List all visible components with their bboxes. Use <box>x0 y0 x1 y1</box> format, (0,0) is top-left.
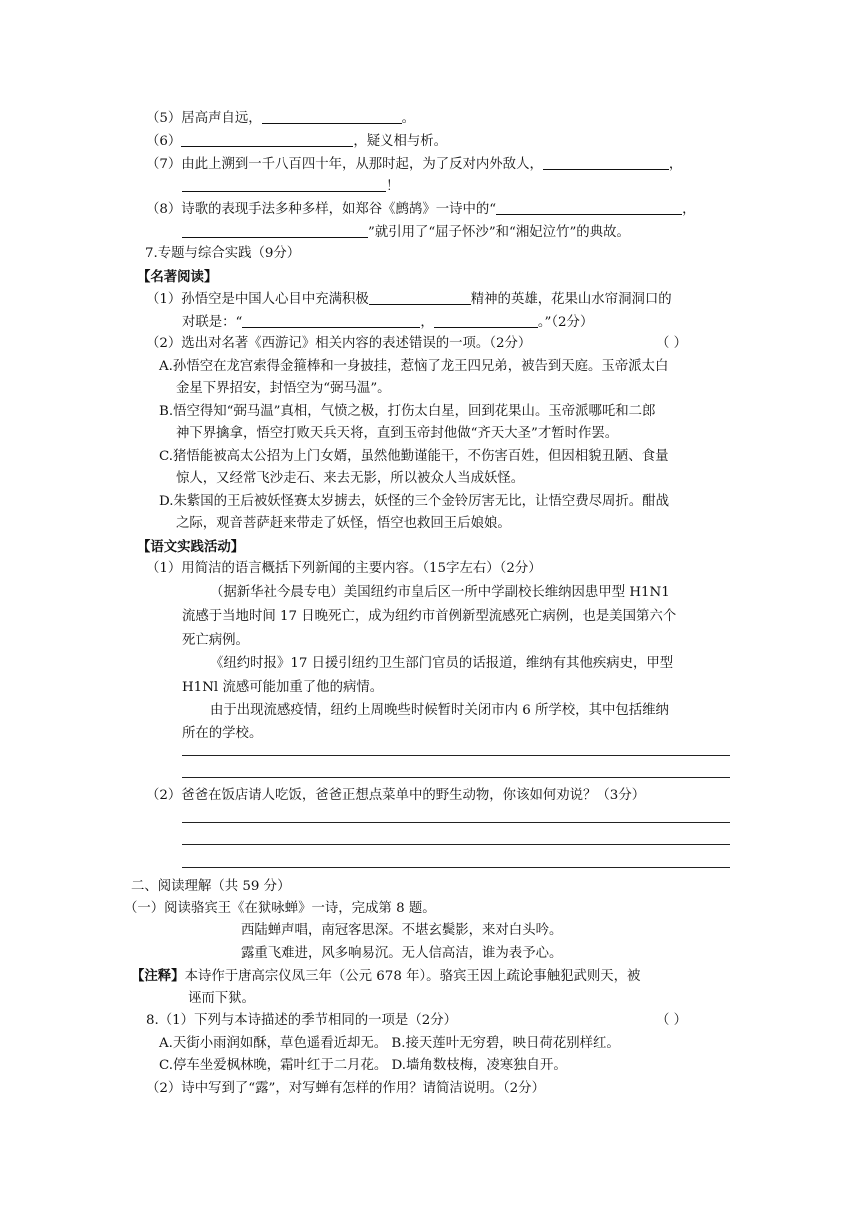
poem-line-1: 西陆蝉声唱，南冠客思深。不堪玄鬓影，来对白头吟。 <box>241 923 563 938</box>
news-paragraph-2-end: H1Nl 流感可能加重了他的病情。 <box>182 680 384 695</box>
answer-blank[interactable] <box>369 290 471 305</box>
answer-line[interactable] <box>182 777 730 778</box>
answer-blank[interactable] <box>242 313 420 328</box>
q7-title: 7.专题与综合实践（9分） <box>145 246 301 261</box>
poem-line-2: 露重飞难进，风多响易沉。无人信高洁，谁为表予心。 <box>241 946 563 961</box>
news-paragraph-2: 《纽约时报》17 日援引纽约卫生部门官员的话报道，维纳有其他疾病史，甲型 <box>210 656 674 671</box>
q6-item-8: （8）诗歌的表现手法多种多样，如郑谷《鹧鸪》一诗中的“ ， <box>146 202 696 217</box>
part2-title: 二、阅读理解（共 59 分） <box>131 879 291 894</box>
option-d-line2: 之际，观音菩萨赶来带走了妖怪，悟空也救回王后娘娘。 <box>176 516 511 531</box>
news-paragraph-1-end: 死亡病例。 <box>182 633 249 648</box>
news-paragraph-3-end: 所在的学校。 <box>182 726 263 741</box>
answer-paren[interactable]: （ ） <box>656 1013 688 1028</box>
answer-blank[interactable] <box>543 155 669 170</box>
option-b-line2: 神下界擒拿，悟空打败天兵天将，直到玉帝封他做“齐天大圣”才暂时作罢。 <box>176 426 619 441</box>
q7-p1: （1）用简洁的语言概括下列新闻的主要内容。（15字左右）（2分） <box>146 561 542 576</box>
answer-line[interactable] <box>182 844 730 845</box>
answer-line[interactable] <box>182 822 730 823</box>
option-a-line2: 金星下界招安，封悟空为“弼马温”。 <box>176 381 391 396</box>
part2-sub1: （一）阅读骆宾王《在狱咏蝉》一诗，完成第 8 题。 <box>124 901 436 916</box>
answer-paren[interactable]: （ ） <box>656 336 688 351</box>
q7-c1: （1）孙悟空是中国人心目中充满积极 精神的英雄，花果山水帘洞洞口的 <box>146 292 672 307</box>
news-paragraph-1: （据新华社今晨专电）美国纽约市皇后区一所中学副校长维纳因患甲型 H1N1 <box>210 585 670 600</box>
answer-blank[interactable] <box>496 200 682 215</box>
option-d-line1: D.朱紫国的王后被妖怪赛太岁掳去，妖怪的三个金铃厉害无比，让悟空费尽周折。酣战 <box>159 494 669 509</box>
q8-1: 8.（1）下列与本诗描述的季节相同的一项是（2分） <box>146 1013 458 1028</box>
answer-line[interactable] <box>182 755 730 756</box>
classics-header: 【名著阅读】 <box>137 269 218 285</box>
news-paragraph-1-cont: 流感于当地时间 17 日晚死亡，成为纽约市首例新型流感死亡病例，也是美国第六个 <box>182 609 677 624</box>
q6-item-5: （5）居高声自远， 。 <box>146 111 416 126</box>
answer-line[interactable] <box>182 867 730 868</box>
option-c-line2: 惊人，又经常飞沙走石、来去无影，所以被众人当成妖怪。 <box>176 471 525 486</box>
annotation-cont: 诬而下狱。 <box>188 991 255 1006</box>
q6-item-7: （7）由此上溯到一千八百四十年，从那时起，为了反对内外敌人， ， <box>146 157 683 172</box>
annotation: 【注释】本诗作于唐高宗仪凤三年（公元 678 年）。骆宾王因上疏论事触犯武则天，被 <box>131 968 641 984</box>
answer-blank[interactable] <box>434 313 538 328</box>
answer-blank[interactable] <box>262 109 402 124</box>
practice-header: 【语文实践活动】 <box>137 539 245 555</box>
q6-item-8-cont: ”就引用了“屈子怀沙”和“湘妃泣竹”的典故。 <box>182 223 630 242</box>
option-b-line1: B.悟空得知“弼马温”真相，气愤之极，打伤太白星，回到花果山。玉帝派哪吒和二郎 <box>159 404 656 419</box>
answer-blank[interactable] <box>181 132 353 147</box>
answer-blank[interactable] <box>182 177 386 192</box>
q6-item-6: （6） ，疑义相与析。 <box>146 134 448 149</box>
q7-c2: （2）选出对名著《西游记》相关内容的表述错误的一项。（2分） <box>146 336 532 351</box>
q8-2: （2）诗中写到了“露”，对写蝉有怎样的作用？请简洁说明。（2分） <box>146 1081 545 1096</box>
answer-blank[interactable] <box>182 223 368 238</box>
option-c-line1: C.猪悟能被高太公招为上门女婿，虽然他勤谨能干，不伤害百姓，但因相貌丑陋、食量 <box>159 449 669 464</box>
q8-options-ab: A.天街小雨润如酥，草色遥看近却无。 B.接天莲叶无穷碧，映日荷花别样红。 <box>159 1036 620 1051</box>
news-paragraph-3: 由于出现流感疫情，纽约上周晚些时候暂时关闭市内 6 所学校，其中包括维纳 <box>210 703 669 718</box>
option-a-line1: A.孙悟空在龙宫索得金箍棒和一身披挂，惹恼了龙王四兄弟，被告到天庭。玉帝派太白 <box>159 359 669 374</box>
q7-c1-couplet: 对联是：“ ， 。”（2分） <box>182 315 594 330</box>
q7-p2: （2）爸爸在饭店请人吃饭，爸爸正想点菜单中的野生动物，你该如何劝说？（3分） <box>146 788 646 803</box>
q8-options-cd: C.停车坐爱枫林晚，霜叶红于二月花。 D.墙角数枝梅，凌寒独自开。 <box>159 1058 567 1073</box>
q6-item-7-cont: ！ <box>182 177 399 196</box>
